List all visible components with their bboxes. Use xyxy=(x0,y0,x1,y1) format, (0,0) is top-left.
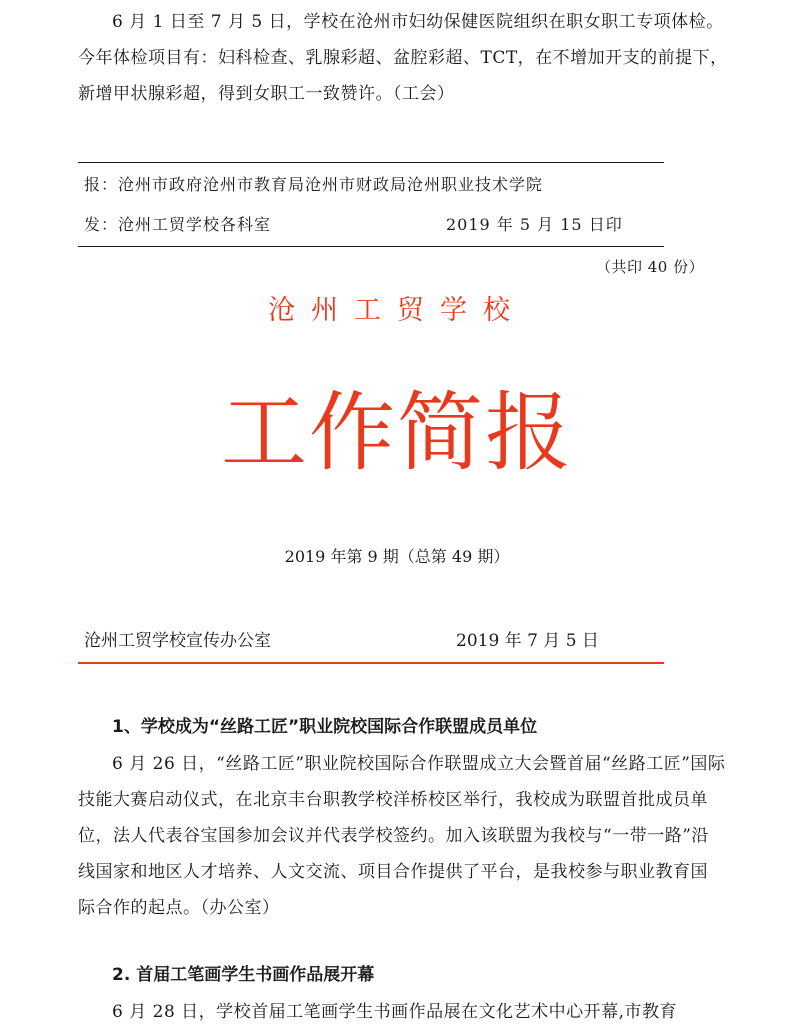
article-1-line: 线国家和地区人才培养、人文交流、项目合作提供了平台，是我校参与职业教育国 xyxy=(78,862,708,882)
top-article-line: 6 月 1 日至 7 月 5 日，学校在沧州市妇幼保健医院组织在职女职工专项体检。 xyxy=(112,12,724,32)
distribution-bottom-rule xyxy=(78,246,664,247)
article-1-body xyxy=(78,746,728,926)
send-to-row xyxy=(84,212,644,235)
top-article-line: 新增甲状腺彩超，得到女职工一致赞许。（工会） xyxy=(78,84,455,104)
article-1-line: 际合作的起点。（办公室） xyxy=(78,898,280,918)
report-to-line: 报：沧州市政府沧州市教育局沧州市财政局沧州职业技术学院 xyxy=(84,175,544,194)
article-1-line: 6 月 26 日，“丝路工匠”职业院校国际合作联盟成立大会暨首届“丝路工匠”国际 xyxy=(112,754,726,774)
issue-date: 2019 年 7 月 5 日 xyxy=(456,631,599,651)
article-2-line: 6 月 28 日，学校首届工笔画学生书画作品展在文化艺术中心开幕,市教育 xyxy=(112,1002,678,1022)
article-1-line: 位，法人代表谷宝国参加会议并代表学校签约。加入该联盟为我校与“一带一路”沿 xyxy=(78,826,709,846)
article-1-heading: 1、学校成为“丝路工匠”职业院校国际合作联盟成员单位 xyxy=(112,717,538,737)
issuer-row xyxy=(84,626,644,651)
article-2-heading: 2. 首届工笔画学生书画作品展开幕 xyxy=(112,965,375,985)
bulletin-title: 工作简报 xyxy=(221,383,573,483)
article-1-line: 技能大赛启动仪式，在北京丰台职教学校洋桥校区举行，我校成为联盟首批成员单 xyxy=(78,790,708,810)
send-to-line: 发：沧州工贸学校各科室 xyxy=(84,215,272,234)
issue-number: 2019 年第 9 期（总第 49 期） xyxy=(284,547,510,566)
top-article-line: 今年体检项目有：妇科检查、乳腺彩超、盆腔彩超、TCT，在不增加开支的前提下， xyxy=(78,48,728,68)
school-name: 沧州工贸学校 xyxy=(268,295,526,326)
copies-count: （共印 40 份） xyxy=(596,258,705,276)
top-article xyxy=(78,4,728,112)
print-date: 2019 年 5 月 15 日印 xyxy=(446,215,623,234)
masthead-red-rule xyxy=(78,662,664,664)
issuing-office: 沧州工贸学校宣传办公室 xyxy=(84,631,271,651)
distribution-top-rule xyxy=(78,162,664,163)
